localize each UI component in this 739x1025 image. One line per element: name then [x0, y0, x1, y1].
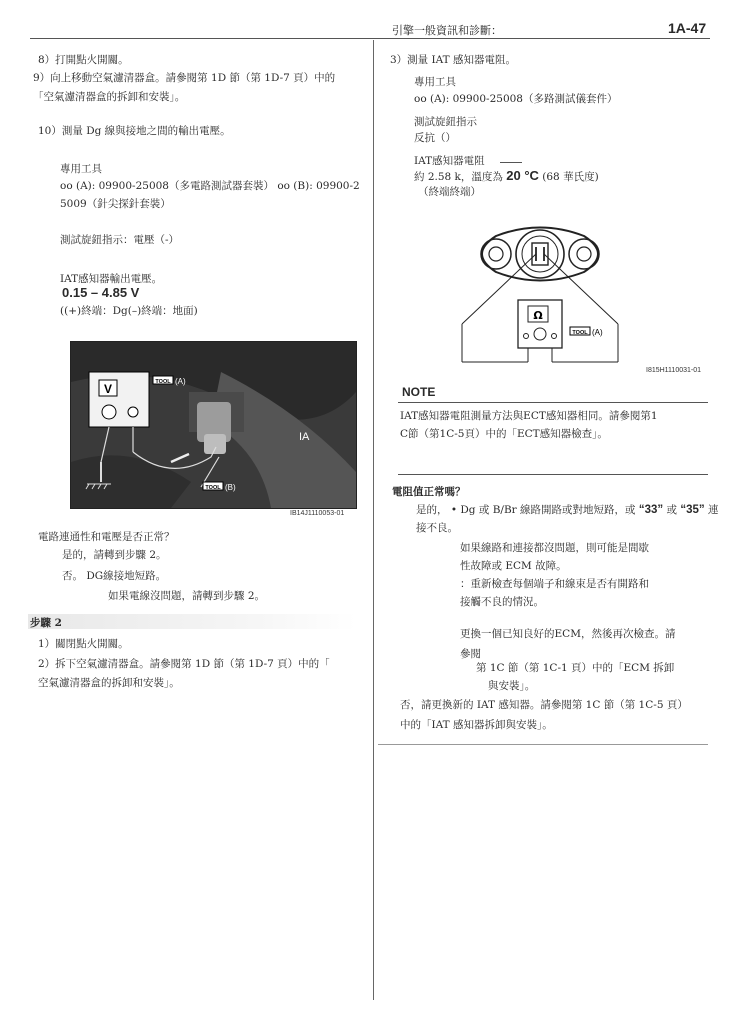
r-special-tool-line: oo (A): 09900-25008（多路測試儀套件）: [414, 93, 618, 105]
para-line1: 如果線路和連接都沒問題，則可能是間歇: [460, 542, 649, 554]
step-2-item2-line1: 2）拆下空氣濾清器盒。請參閱第 1D 節（第 1D-7 頁）中的「: [38, 658, 330, 670]
r-tool-badge: TOOL: [572, 330, 588, 336]
r-knob-title: 測試旋鈕指示: [414, 116, 477, 128]
para-line8: 與安裝」。: [488, 680, 536, 692]
code-35: “35”: [680, 504, 705, 516]
r-knob-value: 反抗（）: [414, 132, 456, 144]
special-tool-title: 專用工具: [60, 163, 102, 175]
para-line7: 第 1C 節（第 1C-1 頁）中的「ECM 拆卸: [476, 662, 675, 674]
approx-prefix: 約 2.58 k，溫度為: [414, 171, 503, 183]
right-figure-id: I815H1110031-01: [646, 367, 702, 374]
terminal-spec: ((+)終端：Dg(–)終端：地面): [60, 305, 198, 317]
column-divider: [373, 40, 374, 1000]
tool-a-label: (A): [175, 377, 186, 386]
r-tool-label: (A): [592, 328, 603, 337]
step-2-item2-line2: 空氣濾清器盒的拆卸和安裝」。: [38, 677, 180, 689]
resistance-question: 電阻值正常嗎？: [392, 486, 466, 498]
step-2-bar: [28, 614, 356, 629]
header-rule: [30, 38, 710, 39]
figure-mark: IA: [299, 431, 310, 443]
note-title: NOTE: [402, 385, 436, 399]
left-figure-id: IB14J1110053-01: [290, 510, 345, 517]
meter-voltage-symbol: V: [103, 382, 113, 396]
iat-output-label: IAT感知器輸出電壓。: [60, 273, 163, 285]
answer-yes-line: [416, 502, 719, 517]
para-line2: 性故障或 ECM 故障。: [460, 560, 567, 572]
para-line6: 參閱: [460, 648, 481, 660]
step-8: 8）打開點火開關。: [38, 54, 129, 66]
header-title: 引擎一般資訊和診斷：: [392, 24, 502, 37]
special-tool-line1: oo (A): 09900-25008（多電路測試器套裝） oo (B): 09900-2: [60, 180, 360, 192]
tool-b-badge: TOOL: [205, 485, 221, 491]
voltage-spec: 0.15 – 4.85 V: [62, 285, 140, 300]
yes-suffix: 連: [708, 504, 719, 516]
answer-no-line2: 中的「IAT 感知器拆卸與安裝」。: [400, 719, 553, 731]
step-10: 10）測量 Dg 線與接地之間的輸出電壓。: [38, 125, 231, 137]
r-special-tool-title: 專用工具: [414, 76, 456, 88]
answer-no-detail: 如果電線沒問題，請轉到步驟 2。: [108, 590, 266, 602]
step-2-item1: 1）關閉點火開關。: [38, 638, 129, 650]
note-top-rule: [398, 402, 708, 403]
step-9-line2: 「空氣濾清器盒的拆卸和安裝」。: [33, 91, 186, 103]
page-number: 1A-47: [668, 20, 707, 36]
circuit-question: 電路連通性和電壓是否正常？: [38, 531, 175, 543]
para-line5: 更換一個已知良好的ECM，然後再次檢查。請: [460, 628, 676, 640]
photo-illustration: [71, 342, 356, 508]
knob-indication: 測試旋鈕指示：電壓（-）: [60, 234, 180, 246]
step-2-title: 步驟 2: [30, 617, 62, 629]
voltage-measurement-photo: [70, 341, 357, 509]
tool-b-label: (B): [225, 483, 236, 492]
iat-sensor-diagram: [452, 214, 632, 364]
tool-a-badge: TOOL: [155, 379, 171, 385]
step-3: 3）測量 IAT 感知器電阻。: [390, 54, 517, 66]
yes-or: 或: [666, 504, 678, 516]
blank-line: [500, 162, 522, 163]
r-terminal: （終端終端）: [418, 186, 481, 198]
special-tool-line2: 5009（針尖探針套裝）: [60, 198, 171, 210]
answer-no-line1: 否，請更換新的 IAT 感知器。請參閱第 1C 節（第 1C-5 頁）: [400, 699, 688, 711]
answer-yes-line2: 接不良。: [416, 522, 458, 534]
note-line1: IAT感知器電阻測量方法與ECT感知器相同。請參閱第1: [400, 410, 658, 422]
code-33: “33”: [638, 504, 664, 516]
temperature: 20 °C: [506, 168, 539, 183]
meter-ohm-symbol: Ω: [533, 309, 543, 322]
note-line2: C節（第1C-5頁）中的「ECT感知器檢查」。: [400, 428, 608, 440]
bullet-icon: •: [450, 504, 458, 516]
answer-yes: 是的，請轉到步驟 2。: [62, 549, 167, 561]
approx-suffix: (68 華氏度): [542, 171, 599, 183]
note-bottom-rule: [398, 474, 708, 475]
bottom-rule: [378, 744, 708, 745]
step-9-line1: 9）向上移動空氣濾清器盒。請參閱第 1D 節（第 1D-7 頁）中的: [33, 72, 336, 84]
iat-resistance-label: IAT感知器電阻: [414, 155, 485, 167]
resistance-spec: [414, 168, 599, 184]
para-line3: ：重新檢查每個端子和線束是否有開路和: [460, 578, 649, 590]
para-line4: 接觸不良的情況。: [460, 596, 544, 608]
yes-middle: Dg 或 B/Br 線路開路或對地短路，或: [460, 504, 636, 516]
yes-prefix: 是的，: [416, 504, 448, 516]
answer-no: 否。 DG線接地短路。: [62, 570, 167, 582]
